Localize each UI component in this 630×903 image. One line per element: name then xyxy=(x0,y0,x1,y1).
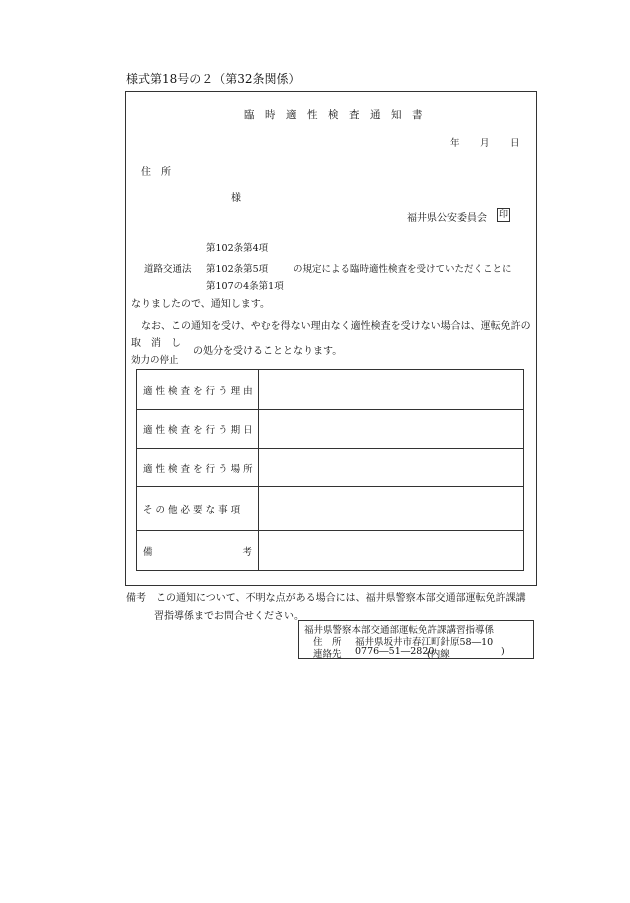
date-month-label: 月 xyxy=(480,138,490,149)
article-line-2: 第102条第5項 xyxy=(206,264,269,275)
contact-box xyxy=(298,620,534,659)
article-line-1: 第102条第4項 xyxy=(206,243,269,254)
option-cancel: 取 消 し xyxy=(131,338,181,349)
contact-extension-open: (内線 xyxy=(427,649,450,660)
law-name: 道路交通法 xyxy=(144,264,192,275)
option-suspend: 効力の停止 xyxy=(131,355,179,366)
row-value xyxy=(259,531,524,571)
footer-note-line-2: 習指導係までお問合せください。 xyxy=(154,611,304,622)
date-day-label: 日 xyxy=(510,138,520,149)
contact-extension-close: ) xyxy=(501,646,505,657)
row-label: 適 性 検 査 を 行 う 場 所 xyxy=(137,449,259,487)
row-label-remarks xyxy=(137,531,259,571)
sentence-end: なりましたので、通知します。 xyxy=(131,299,270,310)
contact-address: 福井県坂井市春江町針原58―10 xyxy=(355,637,494,648)
table-row xyxy=(137,370,524,410)
address-label: 住 所 xyxy=(141,167,171,178)
honorific-label: 様 xyxy=(231,193,241,204)
remarks-label-right: 考 xyxy=(242,546,252,558)
footer-note-line-1: 備考 この通知について、不明な点がある場合には、福井県警察本部交通部運転免許課講 xyxy=(126,593,526,604)
row-label: 適 性 検 査 を 行 う 理 由 xyxy=(137,370,259,410)
document-title: 臨 時 適 性 検 査 通 知 書 xyxy=(244,109,423,121)
seal-mark: 印 xyxy=(498,210,508,220)
remarks-label-left: 備 xyxy=(143,546,153,558)
table-row xyxy=(137,487,524,531)
row-label: そ の 他 必 要 な 事 項 xyxy=(137,487,259,531)
row-value xyxy=(259,370,524,410)
contact-address-label: 住 所 xyxy=(313,637,342,648)
contact-department: 福井県警察本部交通部運転免許課講習指導係 xyxy=(304,625,495,636)
row-label: 適 性 検 査 を 行 う 期 日 xyxy=(137,410,259,449)
article-line-3: 第107の4条第1項 xyxy=(206,281,284,292)
row-value xyxy=(259,410,524,449)
details-table xyxy=(136,369,524,571)
table-row xyxy=(137,531,524,571)
row-value xyxy=(259,487,524,531)
date-year-label: 年 xyxy=(450,138,460,149)
contact-phone: 0776―51―2820 xyxy=(355,646,435,657)
contact-phone-label: 連絡先 xyxy=(313,649,342,660)
table-row xyxy=(137,410,524,449)
row-value xyxy=(259,449,524,487)
form-number-label: 様式第18号の２（第32条関係） xyxy=(126,72,301,86)
paragraph-line-1: なお、この通知を受け、やむを得ない理由なく適性検査を受けない場合は、運転免許の xyxy=(141,321,531,332)
paragraph-end: の処分を受けることとなります。 xyxy=(193,346,343,357)
sentence-continuation: の規定による臨時適性検査を受けていただくことに xyxy=(293,264,512,275)
issuer-name: 福井県公安委員会 xyxy=(407,213,487,224)
table-row xyxy=(137,449,524,487)
